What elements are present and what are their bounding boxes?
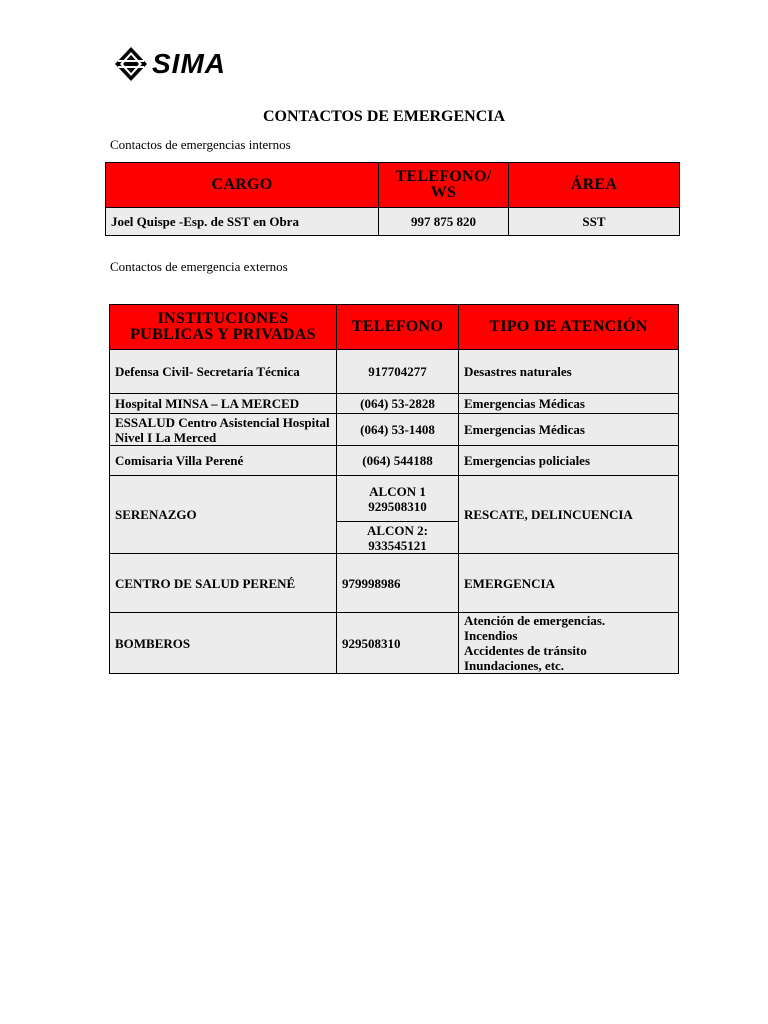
cell-institution: BOMBEROS [110, 613, 337, 674]
cell-cargo: Joel Quispe -Esp. de SST en Obra [106, 208, 379, 236]
cell-type: Emergencias Médicas [459, 394, 679, 414]
cell-phone-alcon-2: ALCON 2: 933545121 [337, 522, 459, 554]
page-title: CONTACTOS DE EMERGENCIA [262, 108, 506, 125]
type-line: Atención de emergencias. [464, 613, 606, 628]
cell-phone: 929508310 [337, 613, 459, 674]
cell-phone: (064) 53-2828 [337, 394, 459, 414]
brand-name: SIMA [152, 48, 226, 79]
table-row [110, 554, 679, 613]
table-row [110, 613, 679, 674]
sima-logo [114, 44, 226, 84]
header-cargo: CARGO [106, 163, 379, 208]
internal-contacts-table [105, 162, 680, 236]
external-section-label: Contactos de emergencia externos [110, 259, 288, 274]
type-line: Accidentes de tránsito [464, 643, 587, 658]
cell-institution: SERENAZGO [110, 476, 337, 554]
cell-institution: Comisaria Villa Perené [110, 446, 337, 476]
sima-diamond-icon [114, 46, 148, 82]
header-telefono: TELEFONO [337, 305, 459, 350]
external-contacts-table [109, 304, 679, 674]
cell-phone: (064) 544188 [337, 446, 459, 476]
cell-type [459, 613, 679, 674]
header-telefono-ws: TELEFONO/ WS [379, 163, 509, 208]
cell-type: Desastres naturales [459, 350, 679, 394]
cell-institution: CENTRO DE SALUD PERENÉ [110, 554, 337, 613]
cell-institution: Defensa Civil- Secretaría Técnica [110, 350, 337, 394]
header-tipo-atencion: TIPO DE ATENCIÓN [459, 305, 679, 350]
cell-institution: ESSALUD Centro Asistencial Hospital Nivel I La Merced [110, 414, 337, 446]
cell-phone: 917704277 [337, 350, 459, 394]
cell-phone: (064) 53-1408 [337, 414, 459, 446]
table-header-row [110, 305, 679, 350]
table-row [110, 446, 679, 476]
internal-section-label: Contactos de emergencias internos [110, 137, 291, 152]
header-area: ÁREA [509, 163, 680, 208]
cell-type: Emergencias Médicas [459, 414, 679, 446]
table-row [110, 414, 679, 446]
table-row [110, 350, 679, 394]
table-row [106, 208, 680, 236]
cell-institution: Hospital MINSA – LA MERCED [110, 394, 337, 414]
cell-phone-alcon-1: ALCON 1 929508310 [337, 476, 459, 522]
cell-type: Emergencias policiales [459, 446, 679, 476]
type-line: Incendios [464, 628, 518, 643]
table-header-row [106, 163, 680, 208]
cell-phone: 979998986 [337, 554, 459, 613]
header-instituciones: INSTITUCIONES PUBLICAS Y PRIVADAS [110, 305, 337, 350]
type-line: Inundaciones, etc. [464, 658, 565, 673]
table-row [110, 476, 679, 522]
cell-type: RESCATE, DELINCUENCIA [459, 476, 679, 554]
table-row [110, 394, 679, 414]
cell-area: SST [509, 208, 680, 236]
cell-type: EMERGENCIA [459, 554, 679, 613]
cell-phone: 997 875 820 [379, 208, 509, 236]
